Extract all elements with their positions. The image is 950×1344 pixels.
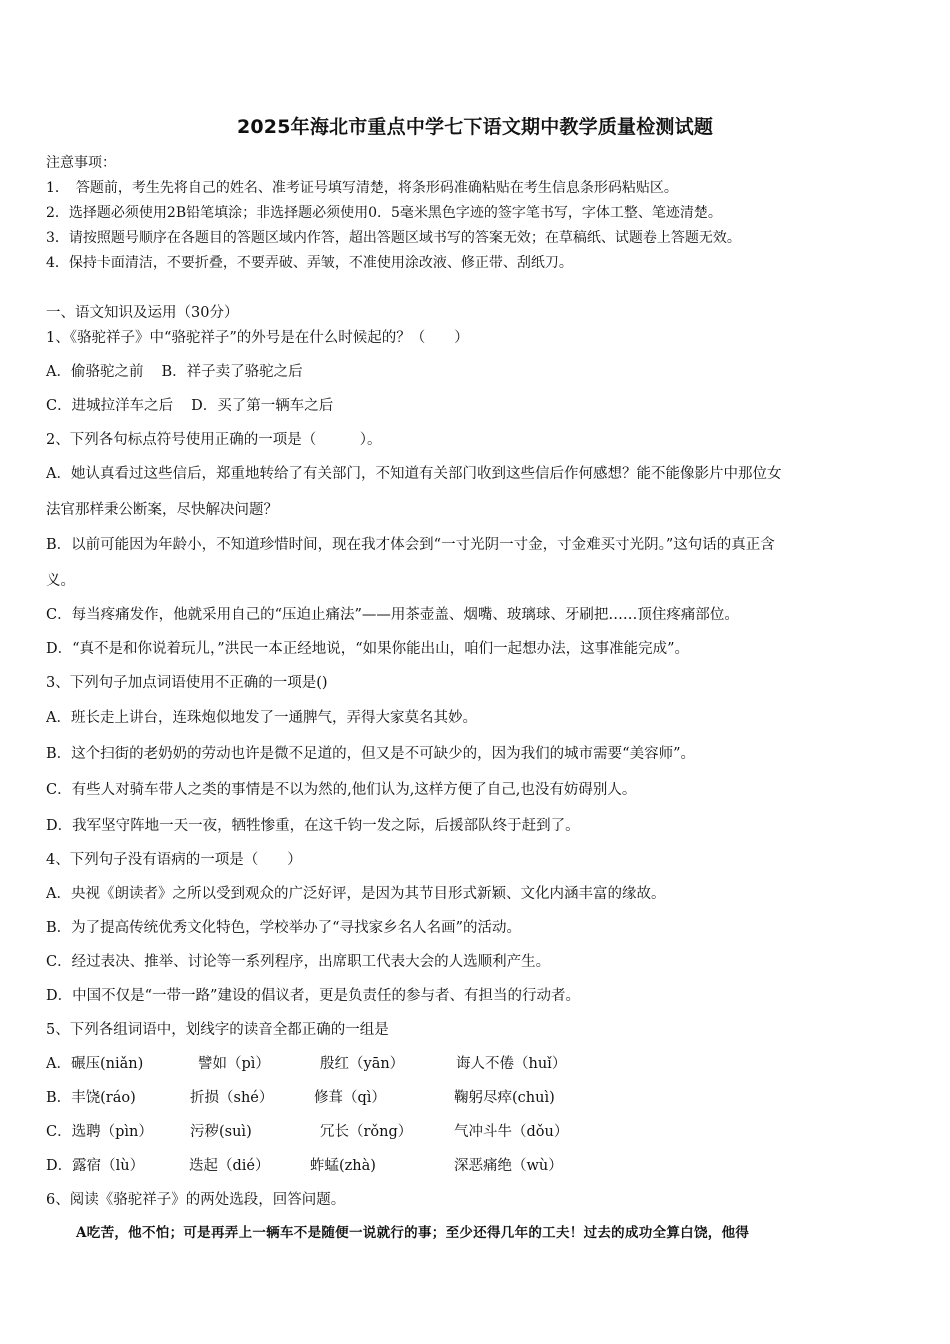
notice-item-4: 4．保持卡面清洁，不要折叠，不要弄破、弄皱，不准使用涂改液、修正带、刮纸刀。 bbox=[46, 255, 573, 271]
q2-option-c: C．每当疼痛发作，他就采用自己的“压迫止痛法”——用茶壶盖、烟嘴、玻璃球、牙刷把……顶住疼痛部位。 bbox=[46, 607, 739, 623]
q4-option-d: D．中国不仅是“一带一路”建设的倡议者，更是负责任的参与者、有担当的行动者。 bbox=[46, 988, 580, 1004]
q5-a-word-4: 诲人不倦（huǐ） bbox=[456, 1056, 567, 1072]
q5-c-word-1: C．选聘（pìn） bbox=[46, 1124, 153, 1140]
q5-option-row-d bbox=[46, 1154, 916, 1175]
q3-stem: 3、下列句子加点词语使用不正确的一项是() bbox=[46, 675, 328, 691]
q1-options-row-2 bbox=[46, 394, 916, 415]
q1-option-c: C．进城拉洋车之后 bbox=[46, 398, 174, 414]
q5-b-word-4: 鞠躬尽瘁(chuì) bbox=[454, 1090, 555, 1106]
q5-b-word-3: 修葺（qì） bbox=[314, 1090, 386, 1106]
q2-stem: 2、下列各句标点符号使用正确的一项是（ ）。 bbox=[46, 432, 382, 448]
q5-option-row-c bbox=[46, 1120, 916, 1141]
q1-stem: 1、《骆驼祥子》中“骆驼祥子”的外号是在什么时候起的？（ ） bbox=[46, 330, 469, 346]
q1-options-row-1 bbox=[46, 360, 916, 381]
q5-a-word-2: 譬如（pì） bbox=[198, 1056, 270, 1072]
q5-a-word-3: 殷红（yān） bbox=[320, 1056, 405, 1072]
q5-d-word-3: 蚱蜢(zhà) bbox=[310, 1158, 376, 1174]
q4-option-b: B．为了提高传统优秀文化特色，学校举办了“寻找家乡名人名画”的活动。 bbox=[46, 920, 521, 936]
q5-c-word-4: 气冲斗牛（dǒu） bbox=[454, 1124, 569, 1140]
q4-option-a: A．央视《朗读者》之所以受到观众的广泛好评，是因为其节目形式新颖、文化内涵丰富的缘故。 bbox=[46, 886, 666, 902]
q5-option-row-b bbox=[46, 1086, 916, 1107]
q6-stem: 6、阅读《骆驼祥子》的两处选段，回答问题。 bbox=[46, 1192, 346, 1208]
q2-option-d: D．“真不是和你说着玩儿，”洪民一本正经地说，“如果你能出山，咱们一起想办法，这事准能完成”。 bbox=[46, 641, 690, 657]
q5-c-word-2: 污秽(suì) bbox=[190, 1124, 252, 1140]
q4-stem: 4、下列句子没有语病的一项是（ ） bbox=[46, 852, 302, 868]
q5-a-word-1: A．碾压(niǎn) bbox=[46, 1056, 144, 1072]
q5-b-word-1: B．丰饶(ráo) bbox=[46, 1090, 136, 1106]
q2-option-a-line1: A．她认真看过这些信后，郑重地转给了有关部门，不知道有关部门收到这些信后作何感想？能不能像影片中那位女 bbox=[46, 466, 782, 482]
q1-option-a: A．偷骆驼之前 bbox=[46, 364, 144, 380]
q5-b-word-2: 折损（shé） bbox=[190, 1090, 274, 1106]
q2-option-b-line2: 义。 bbox=[46, 573, 75, 589]
notice-item-2: 2．选择题必须使用2B铅笔填涂；非选择题必须使用0．5毫米黑色字迹的签字笔书写，字体工整、笔迹清楚。 bbox=[46, 205, 722, 221]
page-title: 2025年海北市重点中学七下语文期中教学质量检测试题 bbox=[236, 116, 714, 138]
q3-option-a: A．班长走上讲台，连珠炮似地发了一通脾气，弄得大家莫名其妙。 bbox=[46, 710, 477, 726]
notice-heading: 注意事项： bbox=[46, 155, 116, 171]
q3-option-c: C．有些人对骑车带人之类的事情是不以为然的,他们认为,这样方便了自己,也没有妨碍别人。 bbox=[46, 782, 637, 798]
q5-d-word-1: D．露宿（lù） bbox=[46, 1158, 145, 1174]
q5-d-word-4: 深恶痛绝（wù） bbox=[454, 1158, 563, 1174]
q5-d-word-2: 迭起（dié） bbox=[189, 1158, 270, 1174]
q4-option-c: C．经过表决、推举、讨论等一系列程序，出席职工代表大会的人选顺利产生。 bbox=[46, 954, 551, 970]
section-heading: 一、语文知识及运用（30分） bbox=[46, 305, 239, 321]
q3-option-b: B．这个扫街的老奶奶的劳动也许是微不足道的，但又是不可缺少的，因为我们的城市需要“美容师”。 bbox=[46, 746, 695, 762]
notice-item-1: 1． 答题前，考生先将自己的姓名、准考证号填写清楚，将条形码准确粘贴在考生信息条形码粘贴区。 bbox=[46, 180, 678, 196]
q2-option-a-line2: 法官那样秉公断案，尽快解决问题？ bbox=[46, 502, 278, 518]
q3-option-d: D．我军坚守阵地一天一夜，牺牲惨重，在这千钧一发之际，后援部队终于赶到了。 bbox=[46, 818, 580, 834]
q6-passage: A吃苦，他不怕；可是再弄上一辆车不是随便一说就行的事；至少还得几年的工夫！过去的成功全算白饶，他得 bbox=[76, 1225, 750, 1241]
q5-option-row-a bbox=[46, 1052, 916, 1073]
notice-item-3: 3．请按照题号顺序在各题目的答题区域内作答，超出答题区域书写的答案无效；在草稿纸、试题卷上答题无效。 bbox=[46, 230, 741, 246]
q5-stem: 5、下列各组词语中，划线字的读音全都正确的一组是 bbox=[46, 1022, 389, 1038]
q1-option-b: B．祥子卖了骆驼之后 bbox=[161, 364, 303, 380]
q2-option-b-line1: B．以前可能因为年龄小，不知道珍惜时间，现在我才体会到“一寸光阴一寸金，寸金难买寸光阴。”这句话的真正含 bbox=[46, 537, 775, 553]
q5-c-word-3: 冗长（rǒng） bbox=[320, 1124, 413, 1140]
q1-option-d: D．买了第一辆车之后 bbox=[191, 398, 334, 414]
